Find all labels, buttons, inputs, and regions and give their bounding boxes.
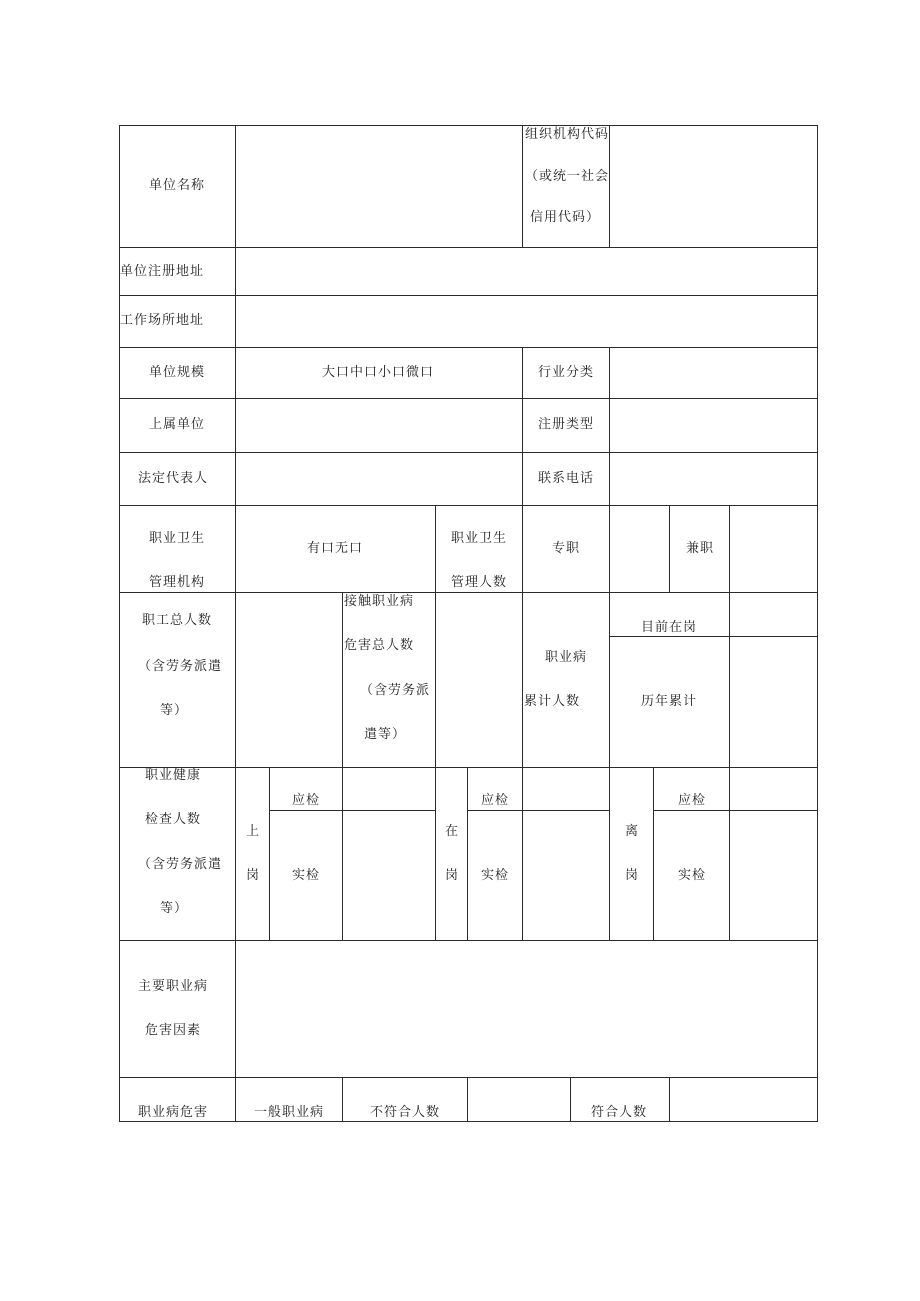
column-divider xyxy=(609,767,610,940)
off-job-label: 离 xyxy=(624,824,640,839)
total-staff-label: 职工总人数 xyxy=(141,613,213,628)
noncompliant-label: 不符合人数 xyxy=(369,1105,441,1120)
parttime-label: 兼职 xyxy=(685,541,715,556)
health-exam-label: （含劳务派遣 xyxy=(137,857,223,872)
pre-job-label: 岗 xyxy=(245,868,261,883)
column-divider xyxy=(522,125,523,247)
work-address-field[interactable] xyxy=(236,296,817,347)
reg-type-field[interactable] xyxy=(610,399,817,452)
should-check-label: 应检 xyxy=(480,793,510,808)
industry-label: 行业分类 xyxy=(537,365,595,380)
current-post-label: 目前在岗 xyxy=(640,620,698,635)
compliant-label: 符合人数 xyxy=(590,1105,648,1120)
row-divider xyxy=(119,767,818,768)
row-divider xyxy=(119,505,818,506)
scale-label: 单位规模 xyxy=(148,365,206,380)
should-check-label: 应检 xyxy=(291,793,321,808)
health-exam-label: 检查人数 xyxy=(144,812,202,827)
on-actual-field[interactable] xyxy=(523,811,609,940)
unit-name-label: 单位名称 xyxy=(148,178,206,193)
noncompliant-count-field[interactable] xyxy=(468,1078,570,1121)
current-disease-field[interactable] xyxy=(730,593,817,636)
org-code-label: 组织机构代码 xyxy=(525,127,610,142)
hazard-factors-label: 主要职业病 xyxy=(137,979,209,994)
oh-staff-label: 职业卫生 xyxy=(450,531,508,546)
oh-org-label: 职业卫生 xyxy=(148,531,206,546)
actual-check-label: 实检 xyxy=(291,868,321,883)
reg-address-label: 单位注册地址 xyxy=(120,264,205,279)
column-divider xyxy=(653,767,654,940)
work-address-label: 工作场所地址 xyxy=(120,313,205,328)
on-job-label: 在 xyxy=(444,824,460,839)
phone-label: 联系电话 xyxy=(537,471,595,486)
exposed-staff-label: 接触职业病 xyxy=(344,594,415,609)
unit-name-field[interactable] xyxy=(236,126,522,247)
disease-total-label: 职业病 xyxy=(544,650,588,665)
parent-unit-field[interactable] xyxy=(236,399,522,452)
off-should-field[interactable] xyxy=(730,768,817,810)
off-job-label: 岗 xyxy=(624,868,640,883)
legal-rep-field[interactable] xyxy=(236,453,522,505)
scale-options[interactable]: 大口中口小口微口 xyxy=(321,365,435,380)
fulltime-label: 专职 xyxy=(551,541,581,556)
history-disease-field[interactable] xyxy=(730,637,817,767)
health-exam-label: 职业健康 xyxy=(144,768,202,783)
should-check-label: 应检 xyxy=(677,793,707,808)
parent-unit-label: 上属单位 xyxy=(148,417,206,432)
industry-field[interactable] xyxy=(610,348,817,398)
column-divider xyxy=(669,505,670,592)
exposed-staff-label: （含劳务派 xyxy=(359,683,431,698)
total-staff-label: 等） xyxy=(159,703,189,718)
oh-org-label: 管理机构 xyxy=(148,575,206,590)
column-divider xyxy=(570,1077,571,1122)
oh-staff-label: 管理人数 xyxy=(450,575,508,590)
legal-rep-label: 法定代表人 xyxy=(137,471,209,486)
total-staff-field[interactable] xyxy=(236,593,342,767)
org-code-label: （或统一社会 xyxy=(525,169,610,184)
history-total-label: 历年累计 xyxy=(640,694,698,709)
oh-org-options[interactable]: 有口无口 xyxy=(306,541,364,556)
actual-check-label: 实检 xyxy=(480,868,510,883)
column-divider xyxy=(522,347,523,767)
actual-check-label: 实检 xyxy=(677,868,707,883)
on-should-field[interactable] xyxy=(523,768,609,810)
hazard-factors-field[interactable] xyxy=(236,941,817,1077)
table-border-right xyxy=(817,125,818,1122)
general-disease-label: 一般职业病 xyxy=(253,1105,325,1120)
phone-field[interactable] xyxy=(610,453,817,505)
column-divider xyxy=(269,767,270,940)
hazard-factors-label: 危害因素 xyxy=(144,1023,202,1038)
column-divider xyxy=(467,767,468,940)
pre-should-field[interactable] xyxy=(343,768,435,810)
exposed-staff-field[interactable] xyxy=(436,593,522,767)
pre-actual-field[interactable] xyxy=(343,811,435,940)
hazard-label: 职业病危害 xyxy=(137,1105,209,1120)
total-staff-label: （含劳务派遣 xyxy=(137,659,223,674)
disease-total-label: 累计人数 xyxy=(524,694,581,709)
on-job-label: 岗 xyxy=(444,868,460,883)
exposed-staff-label: 危害总人数 xyxy=(344,638,415,653)
exposed-staff-label: 遣等） xyxy=(363,727,407,742)
reg-address-field[interactable] xyxy=(236,248,817,295)
compliant-count-field[interactable] xyxy=(670,1078,817,1121)
fulltime-count-field[interactable] xyxy=(610,506,669,592)
reg-type-label: 注册类型 xyxy=(537,417,595,432)
health-exam-label: 等） xyxy=(159,901,189,916)
parttime-count-field[interactable] xyxy=(730,506,817,592)
org-code-field[interactable] xyxy=(610,126,817,247)
off-actual-field[interactable] xyxy=(730,811,817,940)
column-divider xyxy=(342,1077,343,1122)
org-code-label: 信用代码） xyxy=(530,210,601,225)
table-border-bottom xyxy=(119,1121,818,1122)
pre-job-label: 上 xyxy=(245,824,261,839)
